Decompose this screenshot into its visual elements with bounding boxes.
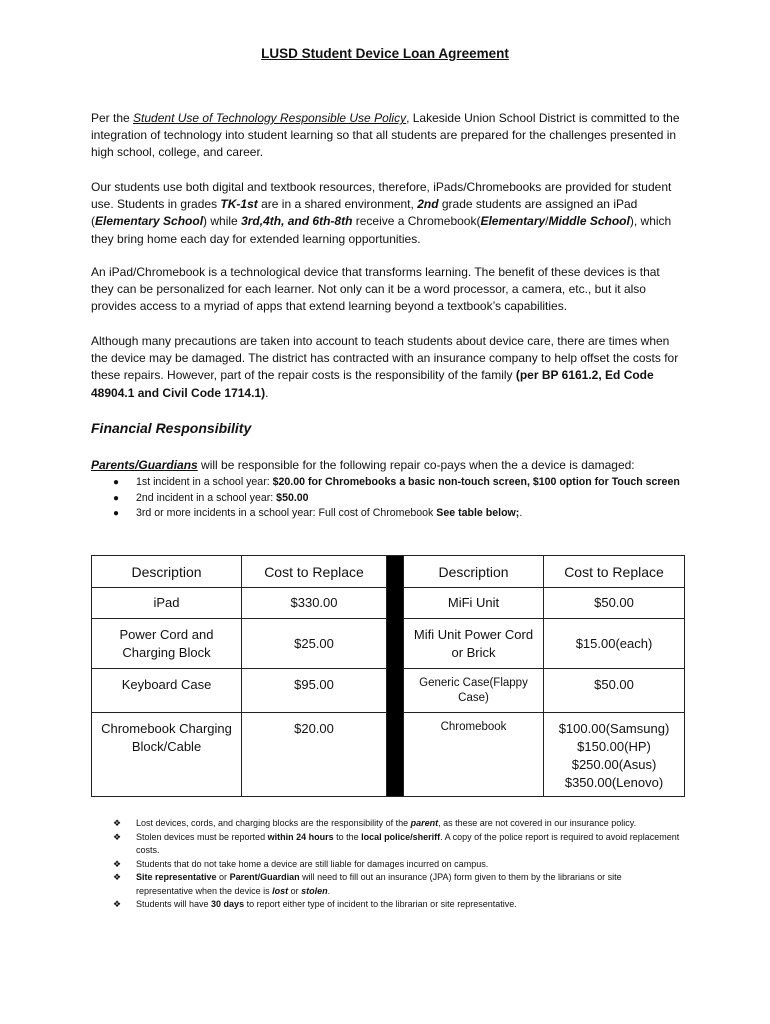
column-header: Cost to Replace (544, 556, 685, 588)
note-item (91, 898, 681, 912)
table-cell: $15.00(each) (544, 619, 685, 669)
parents-intro (91, 458, 691, 472)
text-run: Per the (91, 111, 134, 125)
table-cell: $25.00 (242, 619, 387, 669)
elementary-label: Elementary (480, 214, 546, 229)
emphasis: 30 days (211, 899, 245, 909)
column-header: Cost to Replace (242, 556, 387, 588)
table-reference: See table below; (436, 507, 520, 519)
diamond-bullet-icon: ❖ (113, 831, 122, 842)
text-run: to the (333, 831, 362, 842)
text-run: Students will have (136, 899, 212, 909)
text-run: or (288, 885, 302, 896)
list-item (91, 491, 691, 507)
text-run: Although many precautions are taken into account to teach students about device care, there are times when the device may be damaged. The district has contracted with an insurance company to help offset the costs for these repairs. However, part of the repair costs is the responsibility of the family (91, 334, 679, 383)
text-run: Lost devices, cords, and charging blocks are the responsibility of the (136, 818, 411, 828)
note-item (91, 817, 681, 831)
table-cell: Generic Case(Flappy Case) (404, 669, 544, 713)
replacement-cost-table (91, 555, 685, 797)
financial-heading: Financial Responsibility (91, 420, 252, 436)
price-hp: $150.00(HP) (577, 739, 651, 754)
precautions-paragraph (91, 333, 681, 402)
text-run: . (265, 385, 269, 400)
list-item (91, 475, 691, 491)
table-cell: Chromebook (404, 713, 544, 797)
text-run: , as these are not covered in our insurance policy. (438, 818, 637, 828)
text-run: 2nd incident in a school year: (136, 491, 277, 504)
table-cell: Power Cord and Charging Block (92, 619, 242, 669)
text-run: 3rd or more incidents in a school year: Full cost of Chromebook (136, 507, 437, 519)
copay-amount: $20.00 for Chromebooks a basic non-touch screen, $100 option for Touch screen (272, 476, 680, 488)
table-cell: Mifi Unit Power Cord or Brick (404, 619, 544, 669)
note-item (91, 858, 681, 872)
text-run: , Lakeside Union School District is committed to the integration of technology into student learning so that all students are prepared for the challenges presented in high school, college, and career. (91, 111, 680, 160)
column-header: Description (404, 556, 544, 588)
text-run: receive a Chromebook( (352, 214, 481, 229)
text-run: . A copy of the police report is required to avoid replacement costs. (136, 831, 680, 855)
diamond-bullet-icon: ❖ (113, 872, 122, 882)
copay-list (91, 475, 691, 522)
text-run: grade students are assigned an iPad ( (91, 197, 638, 229)
diamond-bullet-icon: ❖ (113, 899, 122, 909)
text-run: to report either type of incident to the librarian or site representative. (244, 899, 517, 909)
table-cell: $20.00 (242, 713, 387, 797)
parents-guardians-label: Parents/Guardians (91, 458, 198, 472)
emphasis: Site representative (136, 872, 217, 882)
middle-school-label: Middle School (548, 214, 630, 229)
bullet-icon: ● (113, 508, 120, 519)
table-cell: $50.00 (544, 588, 685, 619)
price-samsung: $100.00(Samsung) (558, 721, 670, 736)
diamond-bullet-icon: ❖ (113, 858, 122, 869)
elementary-school: Elementary School (95, 214, 204, 229)
table-divider (387, 556, 404, 797)
emphasis: parent (410, 818, 439, 828)
table-cell: Chromebook Charging Block/Cable (92, 713, 242, 797)
policy-link[interactable]: Student Use of Technology Responsible Use Policy (133, 111, 407, 125)
text-run: or (216, 872, 230, 882)
list-item (91, 506, 691, 522)
table-cell: MiFi Unit (404, 588, 544, 619)
text-run: will need to fill out an insurance (JPA) form given to them by the librarians or site representative when the device is (136, 872, 622, 896)
note-item (91, 831, 681, 858)
text-run: ), which they bring home each day for extended learning opportunities. (91, 214, 672, 246)
device-paragraph (91, 179, 681, 248)
text-run: . (519, 507, 523, 519)
price-asus: $250.00(Asus) (571, 757, 657, 772)
text-run: / (545, 214, 549, 229)
table-cell: $330.00 (242, 588, 387, 619)
grade-tk1: TK-1st (220, 197, 258, 212)
column-header: Description (92, 556, 242, 588)
text-run: will be responsible for the following repair co-pays when the a device is damaged: (197, 458, 635, 472)
emphasis: stolen (301, 885, 328, 896)
text-run: 1st incident in a school year: (136, 476, 273, 488)
grade-2nd: 2nd (417, 197, 439, 212)
emphasis: lost (272, 885, 289, 896)
bullet-icon: ● (113, 477, 120, 488)
text-run: Students that do not take home a device are still liable for damages incurred on campus. (136, 858, 489, 869)
emphasis: within 24 hours (267, 831, 334, 842)
emphasis: Parent/Guardian (229, 872, 300, 882)
table-cell: Keyboard Case (92, 669, 242, 713)
table-cell: iPad (92, 588, 242, 619)
text-run: . (327, 885, 331, 896)
copay-amount: $50.00 (276, 491, 309, 504)
diamond-bullet-icon: ❖ (113, 818, 122, 828)
intro-paragraph (91, 110, 681, 162)
table-header-row (92, 556, 685, 588)
text-run: Our students use both digital and textbook resources, therefore, iPads/Chromebooks are provided for student use. Students in grades (91, 180, 672, 212)
note-item (91, 871, 681, 898)
page-title: LUSD Student Device Loan Agreement (261, 46, 509, 61)
bullet-icon: ● (113, 492, 120, 504)
grades-3rd-8th: 3rd,4th, and 6th-8th (241, 214, 353, 229)
emphasis: local police/sheriff (361, 831, 441, 842)
text-run: ) while (203, 214, 242, 229)
price-lenovo: $350.00(Lenovo) (564, 775, 664, 790)
table-cell: $50.00 (544, 669, 685, 713)
benefit-paragraph: An iPad/Chromebook is a technological device that transforms learning. The benefit of these devices is that they can be personalized for each learner. Not only can it be a word processor, a camera, etc., but it also provides access to a myriad of apps that extend learning beyond a textbook’s capabilities. (91, 265, 660, 314)
text-run: are in a shared environment, (257, 197, 418, 212)
table-cell (544, 713, 685, 797)
legal-reference: (per BP 6161.2, Ed Code 48904.1 and Civil Code 1714.1) (91, 368, 654, 400)
table-cell: $95.00 (242, 669, 387, 713)
notes-list (91, 817, 681, 912)
text-run: Stolen devices must be reported (136, 831, 268, 842)
